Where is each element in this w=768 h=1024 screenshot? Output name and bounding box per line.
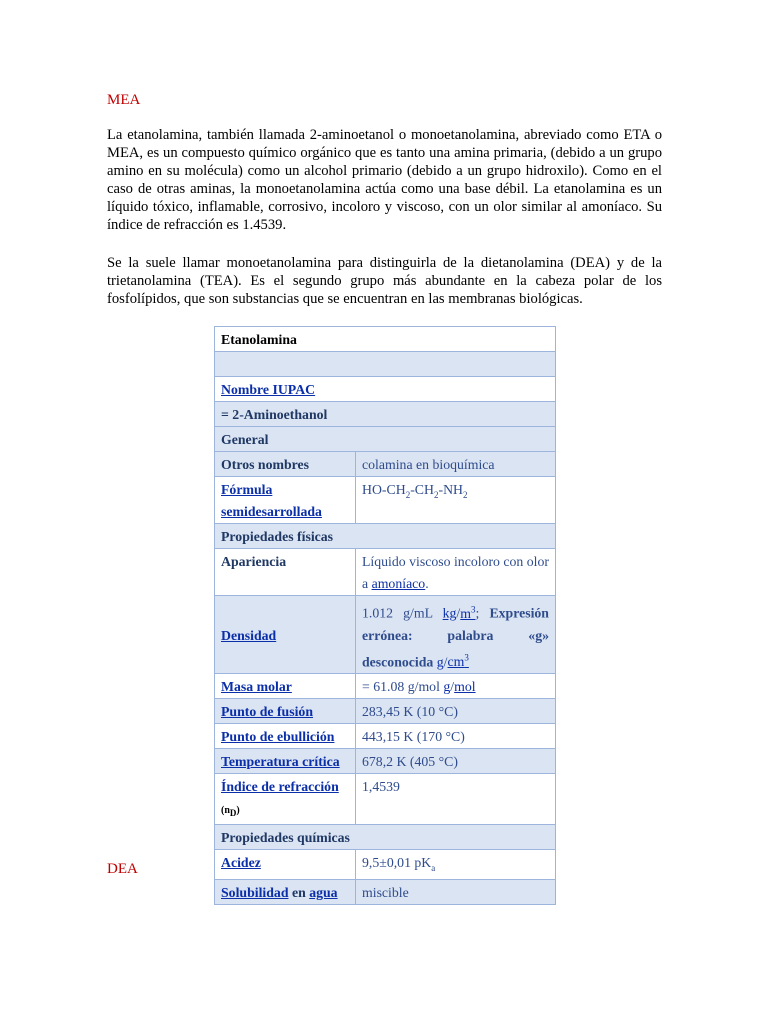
table-row-iupac-value <box>215 402 556 427</box>
table-row-acidez <box>215 850 556 880</box>
table-row-critica <box>215 749 556 774</box>
kg-link[interactable]: kg <box>442 605 457 621</box>
paragraph-second: Se la suele llamar monoetanolamina para distinguirla de la dietanolamina (DEA) y de la trietanolamina (TEA). Es el segundo grupo más abundante en la cabeza polar de los fosfolípidos, que son substancias que se encuentran en las membranas biológicas. <box>107 255 662 307</box>
critica-link[interactable]: Temperatura crítica <box>221 754 340 770</box>
ebullicion-value: 443,15 K (170 °C) <box>356 724 556 749</box>
table-row-apariencia <box>215 549 556 596</box>
densidad-value: 1.012 g/mL $kg/m^3$; Expresión errónea: palabra «g» desconocida $g/cm^3$ <box>356 596 556 674</box>
masa-value: = 61.08 g/mol g/mol <box>356 674 556 699</box>
table-row-densidad <box>215 596 556 674</box>
formula-link[interactable]: Fórmula semidesarrollada <box>221 482 322 519</box>
g-link[interactable]: g <box>436 654 444 670</box>
apariencia-label: Apariencia <box>215 549 356 596</box>
table-row-refraccion <box>215 774 556 825</box>
section-fisicas: Propiedades físicas <box>215 524 556 549</box>
table-row-otros <box>215 452 556 477</box>
g-mol-link[interactable]: g <box>443 679 451 695</box>
heading-dea: DEA <box>107 861 138 877</box>
otros-value: colamina en bioquímica <box>356 452 556 477</box>
amoniaco-link[interactable]: amoníaco <box>371 576 426 591</box>
table-row-section-quimicas <box>215 825 556 850</box>
table-row-title <box>215 327 556 352</box>
m3-link[interactable]: $m^3$ <box>460 604 476 621</box>
table-row-formula <box>215 477 556 524</box>
table-row-section-general <box>215 427 556 452</box>
solubilidad-label: Solubilidad en agua <box>215 879 356 904</box>
mol-link[interactable]: mol <box>454 679 476 695</box>
critica-value: 678,2 K (405 °C) <box>356 749 556 774</box>
solubilidad-value: miscible <box>356 879 556 904</box>
agua-link[interactable]: agua <box>309 884 338 900</box>
acidez-value: 9,5±0,01 $pK_a$ <box>356 850 556 880</box>
formula-value: $HO-CH_2-CH_2-NH_2$ <box>356 477 556 524</box>
refraccion-symbol: $(n_D)$ <box>221 805 240 819</box>
fusion-value: 283,45 K (10 °C) <box>356 699 556 724</box>
table-row-solubilidad <box>215 879 556 904</box>
fusion-link[interactable]: Punto de fusión <box>221 704 314 720</box>
heading-mea: MEA <box>107 92 141 108</box>
paragraph-intro: La etanolamina, también llamada 2-aminoetanol o monoetanolamina, abreviado como ETA o MEA, es un compuesto químico orgánico que es tanto una amina primaria, (debido a un grupo amino en su molécula) como un alcohol primario (debido a un grupo hidroxilo). Como en el caso de otras aminas, la monoetanolamina actúa como una base débil. La etanolamina es un líquido tóxico, inflamable, corrosivo, incoloro y viscoso, con un olor similar al amoníaco. Su índice de refracción es 1.4539. <box>107 127 662 233</box>
table-row-fusion <box>215 699 556 724</box>
masa-link[interactable]: Masa molar <box>221 679 292 695</box>
apariencia-value: Líquido viscoso incoloro con olor a amoníaco. <box>356 549 556 596</box>
refraccion-link[interactable]: Índice de refracción <box>221 779 339 795</box>
section-general: General <box>215 427 556 452</box>
cm3-link[interactable]: $cm^3$ <box>447 652 469 670</box>
acidez-link[interactable]: Acidez <box>221 855 261 871</box>
ebullicion-link[interactable]: Punto de ebullición <box>221 729 335 745</box>
iupac-link[interactable]: Nombre IUPAC <box>221 382 316 397</box>
densidad-error: Expresión errónea: palabra «g» desconocida <box>362 605 549 670</box>
densidad-link[interactable]: Densidad <box>221 627 277 643</box>
refraccion-value: 1,4539 <box>356 774 556 825</box>
infobox-table <box>214 326 556 905</box>
otros-label: Otros nombres <box>215 452 356 477</box>
table-row-ebullicion <box>215 724 556 749</box>
table-title: Etanolamina <box>215 327 556 352</box>
empty-cell <box>215 352 556 377</box>
table-row-empty <box>215 352 556 377</box>
table-row-masa <box>215 674 556 699</box>
table-row-iupac-label <box>215 377 556 402</box>
section-quimicas: Propiedades químicas <box>215 825 556 850</box>
iupac-value: = 2-Aminoethanol <box>215 402 556 427</box>
table-row-section-fisicas <box>215 524 556 549</box>
solubilidad-link[interactable]: Solubilidad <box>221 884 289 900</box>
